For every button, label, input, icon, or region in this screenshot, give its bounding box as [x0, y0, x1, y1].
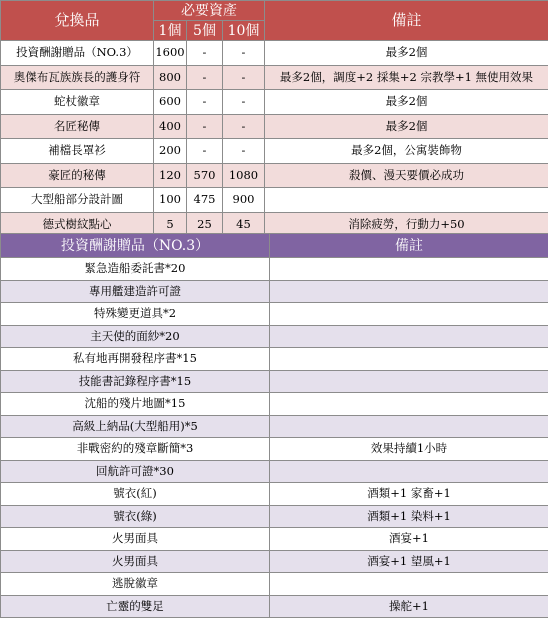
- cost-5-cell: -: [187, 90, 223, 115]
- note-cell: 最多2個: [265, 90, 548, 115]
- item-cell: 投資酬謝贈品（NO.3）: [1, 41, 154, 66]
- item-cell: 奧傑布瓦族族長的護身符: [1, 65, 154, 90]
- cost-1-cell: 800: [154, 65, 187, 90]
- gift-row: [1, 483, 548, 506]
- cost-5-cell: -: [187, 65, 223, 90]
- header-cost: 必要資產: [154, 1, 265, 21]
- cost-1-cell: 100: [154, 188, 187, 213]
- gift-note-cell: [270, 460, 548, 483]
- gift-item-cell: 主天使的面紗*20: [1, 325, 270, 348]
- note-cell: 最多2個，公寓裝飾物: [265, 139, 548, 164]
- cost-5-cell: -: [187, 139, 223, 164]
- gift-item-cell: 亡靈的雙足: [1, 595, 270, 618]
- gift-note-cell: 效果持續1小時: [270, 438, 548, 461]
- gift-row: [1, 258, 548, 281]
- note-cell: 最多2個: [265, 114, 548, 139]
- header-qty-5: 5個: [187, 21, 223, 41]
- cost-10-cell: -: [223, 90, 265, 115]
- gift-row: [1, 438, 548, 461]
- cost-1-cell: 400: [154, 114, 187, 139]
- cost-10-cell: -: [223, 41, 265, 66]
- cost-1-cell: 1600: [154, 41, 187, 66]
- cost-5-cell: -: [187, 41, 223, 66]
- gift-item-cell: 特殊變更道具*2: [1, 303, 270, 326]
- item-cell: 蛇杖徽章: [1, 90, 154, 115]
- gift-item-cell: 號衣(紅): [1, 483, 270, 506]
- note-cell: [265, 188, 548, 213]
- cost-10-cell: -: [223, 114, 265, 139]
- gift-item-cell: 回航許可證*30: [1, 460, 270, 483]
- gift-row: [1, 370, 548, 393]
- gift-note-cell: [270, 348, 548, 371]
- gift-note-cell: [270, 370, 548, 393]
- cost-1-cell: 600: [154, 90, 187, 115]
- note-cell: 最多2個，調度+2 採集+2 宗教學+1 無使用效果: [265, 65, 548, 90]
- item-cell: 補檔長罩衫: [1, 139, 154, 164]
- gift-item-cell: 火男面具: [1, 550, 270, 573]
- gift-row: [1, 415, 548, 438]
- cost-5-cell: 570: [187, 163, 223, 188]
- item-cell: 名匠秘傳: [1, 114, 154, 139]
- exchange-row: [1, 90, 548, 115]
- cost-10-cell: -: [223, 139, 265, 164]
- gift-note-cell: [270, 415, 548, 438]
- cost-1-cell: 200: [154, 139, 187, 164]
- exchange-table: [0, 0, 548, 245]
- item-cell: 大型船部分設計圖: [1, 188, 154, 213]
- item-cell: 德式樹紋點心: [1, 212, 154, 237]
- note-cell: 消除疲勞，行動力+50: [265, 212, 548, 237]
- gift-note-cell: 酒類+1 家畜+1: [270, 483, 548, 506]
- gift-note-cell: 酒宴+1: [270, 528, 548, 551]
- gift-row: [1, 348, 548, 371]
- gift-note-cell: [270, 280, 548, 303]
- gift-note-cell: [270, 303, 548, 326]
- header-item: 兌換品: [1, 1, 154, 41]
- item-cell: 豪匠的秘傳: [1, 163, 154, 188]
- exchange-row: [1, 188, 548, 213]
- gift-row: [1, 460, 548, 483]
- gift-row: [1, 303, 548, 326]
- cost-1-cell: 120: [154, 163, 187, 188]
- gift-item-cell: 號衣(綠): [1, 505, 270, 528]
- cost-1-cell: 5: [154, 212, 187, 237]
- gift-item-cell: 緊急造船委託書*20: [1, 258, 270, 281]
- gift-item-cell: 私有地再開發程序書*15: [1, 348, 270, 371]
- gift-item-cell: 專用艦建造許可證: [1, 280, 270, 303]
- header-qty-1: 1個: [154, 21, 187, 41]
- gift-note-cell: 操舵+1: [270, 595, 548, 618]
- header-gift-item: 投資酬謝贈品（NO.3）: [1, 234, 270, 258]
- cost-5-cell: 475: [187, 188, 223, 213]
- exchange-row: [1, 163, 548, 188]
- gift-row: [1, 280, 548, 303]
- gift-note-cell: [270, 573, 548, 596]
- gift-note-cell: [270, 258, 548, 281]
- gift-item-cell: 技能書記錄程序書*15: [1, 370, 270, 393]
- exchange-row: [1, 114, 548, 139]
- gift-item-cell: 逃脫徽章: [1, 573, 270, 596]
- note-cell: 殺價、漫天要價必成功: [265, 163, 548, 188]
- gift-note-cell: [270, 325, 548, 348]
- exchange-row: [1, 65, 548, 90]
- cost-10-cell: 900: [223, 188, 265, 213]
- gift-note-cell: 酒類+1 染料+1: [270, 505, 548, 528]
- gift-item-cell: 沈船的殘片地圖*15: [1, 393, 270, 416]
- gift-note-cell: [270, 393, 548, 416]
- gift-row: [1, 528, 548, 551]
- gift-table: [0, 233, 548, 618]
- cost-10-cell: 1080: [223, 163, 265, 188]
- header-qty-10: 10個: [223, 21, 265, 41]
- gift-item-cell: 非戰密約的殘章斷簡*3: [1, 438, 270, 461]
- cost-10-cell: 45: [223, 212, 265, 237]
- gift-row: [1, 505, 548, 528]
- exchange-row: [1, 139, 548, 164]
- gift-row: [1, 325, 548, 348]
- gift-note-cell: 酒宴+1 望風+1: [270, 550, 548, 573]
- exchange-row: [1, 41, 548, 66]
- gift-row: [1, 595, 548, 618]
- cost-5-cell: 25: [187, 212, 223, 237]
- gift-row: [1, 550, 548, 573]
- cost-10-cell: -: [223, 65, 265, 90]
- note-cell: 最多2個: [265, 41, 548, 66]
- cost-5-cell: -: [187, 114, 223, 139]
- gift-row: [1, 393, 548, 416]
- gift-row: [1, 573, 548, 596]
- header-gift-note: 備註: [270, 234, 548, 258]
- gift-item-cell: 火男面具: [1, 528, 270, 551]
- gift-item-cell: 高級上納品(大型船用)*5: [1, 415, 270, 438]
- header-note: 備註: [265, 1, 548, 41]
